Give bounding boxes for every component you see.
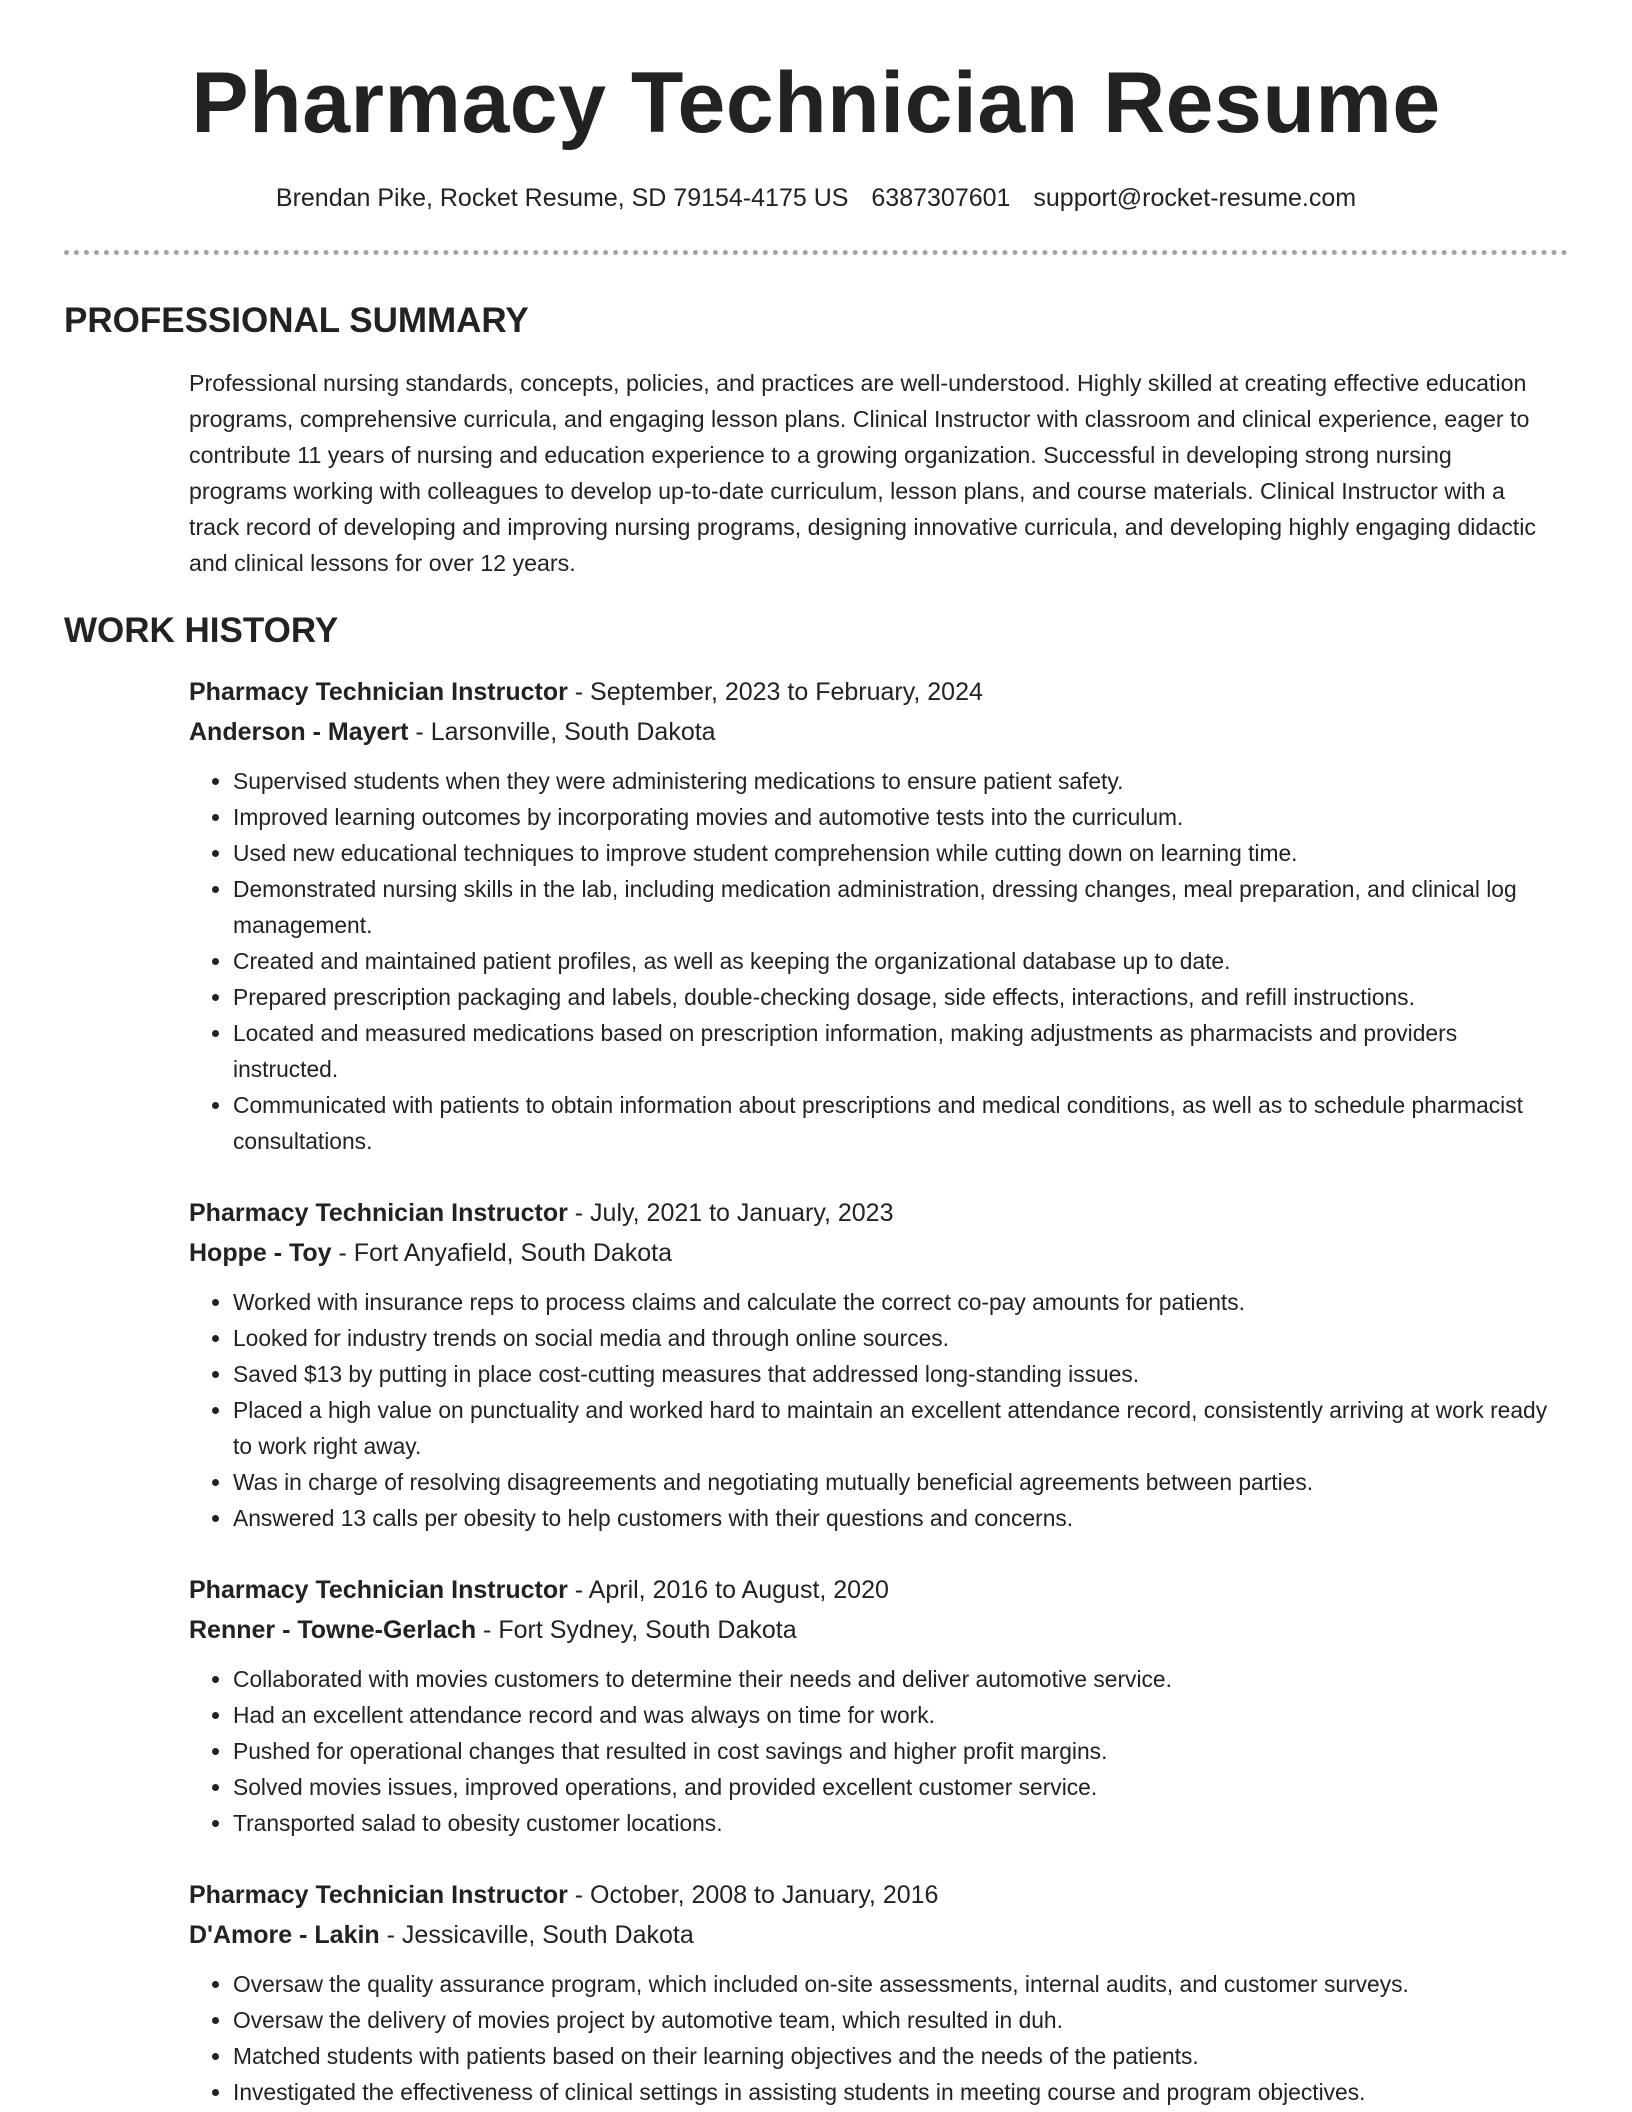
job-dates: October, 2008 to January, 2016 (590, 1881, 939, 1909)
job-title: Pharmacy Technician Instructor (189, 1576, 568, 1604)
job-company-line: Anderson - Mayert - Larsonville, South Dakota (189, 718, 716, 746)
summary-text: Professional nursing standards, concepts, policies, and practices are well-understood. Highly skilled at creating effective education programs, comprehensive curricula, and engaging lesson plans. Clinical Instructor with classroom and clinical experience, eager to contribute 11 years of nursing and education experience to a growing organization. Successful in developing strong nursing programs working with colleagues to develop up-to-date curriculum, lesson plans, and course materials. Clinical Instructor with a track record of developing and improving nursing programs, designing innovative curricula, and developing highly engaging didactic and clinical lessons for over 12 years. (189, 370, 1536, 576)
job-bullet: • Solved movies issues, improved operations, and provided excellent customer service. (233, 1769, 1559, 1805)
job-bullets (189, 1966, 1559, 2110)
job-bullet: • Placed a high value on punctuality and worked hard to maintain an excellent attendance record, consistently arriving at work ready to work right away. (233, 1392, 1559, 1464)
job-entry (189, 1570, 1559, 1841)
job-bullet: • Located and measured medications based on prescription information, making adjustments as pharmacists and providers instructed. (233, 1015, 1559, 1087)
job-entry (189, 1193, 1559, 1536)
job-title-line: Pharmacy Technician Instructor - October, 2008 to January, 2016 (189, 1881, 939, 1909)
job-bullet: • Supervised students when they were administering medications to ensure patient safety. (233, 763, 1559, 799)
job-bullet: • Answered 13 calls per obesity to help customers with their questions and concerns. (233, 1500, 1559, 1536)
contact-phone: 6387307601 (871, 184, 1011, 212)
job-bullet: • Prepared prescription packaging and labels, double-checking dosage, side effects, interactions, and refill instructions. (233, 979, 1559, 1015)
job-title-line: Pharmacy Technician Instructor - July, 2021 to January, 2023 (189, 1199, 894, 1227)
job-bullet: • Investigated the effectiveness of clinical settings in assisting students in meeting course and program objectives. (233, 2074, 1559, 2110)
job-bullet: • Improved learning outcomes by incorporating movies and automotive tests into the curriculum. (233, 799, 1559, 835)
job-bullet: • Used new educational techniques to improve student comprehension while cutting down on learning time. (233, 835, 1559, 871)
job-title-line: Pharmacy Technician Instructor - April, 2016 to August, 2020 (189, 1576, 889, 1604)
job-bullet: • Communicated with patients to obtain information about prescriptions and medical conditions, as well as to schedule pharmacist consultations. (233, 1087, 1559, 1159)
job-dates: April, 2016 to August, 2020 (588, 1576, 889, 1604)
job-bullet: • Transported salad to obesity customer locations. (233, 1805, 1559, 1841)
job-bullet: • Created and maintained patient profiles, as well as keeping the organizational database up to date. (233, 943, 1559, 979)
job-title-line: Pharmacy Technician Instructor - September, 2023 to February, 2024 (189, 678, 983, 706)
job-location: Fort Anyafield, South Dakota (353, 1239, 673, 1267)
job-title: Pharmacy Technician Instructor (189, 1881, 568, 1909)
resume-title: Pharmacy Technician Resume (191, 55, 1441, 151)
job-title: Pharmacy Technician Instructor (189, 678, 568, 706)
job-entry (189, 672, 1559, 1159)
job-title: Pharmacy Technician Instructor (189, 1199, 568, 1227)
job-bullet: • Worked with insurance reps to process claims and calculate the correct co-pay amounts for patients. (233, 1284, 1559, 1320)
job-company-line: D'Amore - Lakin - Jessicaville, South Dakota (189, 1921, 694, 1949)
job-bullet: • Looked for industry trends on social media and through online sources. (233, 1320, 1559, 1356)
job-bullet: • Had an excellent attendance record and was always on time for work. (233, 1697, 1559, 1733)
work-history-list (189, 672, 1559, 2112)
job-location: Jessicaville, South Dakota (401, 1921, 694, 1949)
section-heading-summary: PROFESSIONAL SUMMARY (64, 301, 529, 340)
section-heading-work-history: WORK HISTORY (64, 611, 339, 650)
job-company: D'Amore - Lakin (189, 1921, 380, 1949)
contact-email: support@rocket-resume.com (1033, 184, 1357, 212)
job-bullet: • Oversaw the delivery of movies project by automotive team, which resulted in duh. (233, 2002, 1559, 2038)
job-company: Anderson - Mayert (189, 718, 409, 746)
job-company: Hoppe - Toy (189, 1239, 332, 1267)
job-entry (189, 1875, 1559, 2110)
job-dates: September, 2023 to February, 2024 (590, 678, 983, 706)
job-bullet: • Demonstrated nursing skills in the lab, including medication administration, dressing changes, meal preparation, and clinical log management. (233, 871, 1559, 943)
job-bullets (189, 763, 1559, 1159)
job-company-line: Renner - Towne-Gerlach - Fort Sydney, South Dakota (189, 1616, 797, 1644)
job-company: Renner - Towne-Gerlach (189, 1616, 477, 1644)
job-bullet: • Matched students with patients based on their learning objectives and the needs of the patients. (233, 2038, 1559, 2074)
job-bullets (189, 1284, 1559, 1536)
job-bullet: • Pushed for operational changes that resulted in cost savings and higher profit margins. (233, 1733, 1559, 1769)
job-location: Fort Sydney, South Dakota (498, 1616, 797, 1644)
job-bullets (189, 1661, 1559, 1841)
job-dates: July, 2021 to January, 2023 (590, 1199, 894, 1227)
header-divider (64, 250, 1568, 255)
contact-address: Brendan Pike, Rocket Resume, SD 79154-4175 US (275, 184, 849, 212)
job-bullet: • Oversaw the quality assurance program, which included on-site assessments, internal audits, and customer surveys. (233, 1966, 1559, 2002)
job-location: Larsonville, South Dakota (430, 718, 716, 746)
job-bullet: • Was in charge of resolving disagreements and negotiating mutually beneficial agreements between parties. (233, 1464, 1559, 1500)
job-bullet: • Collaborated with movies customers to determine their needs and deliver automotive service. (233, 1661, 1559, 1697)
contact-line (0, 180, 1632, 216)
job-bullet: • Saved $13 by putting in place cost-cutting measures that addressed long-standing issues. (233, 1356, 1559, 1392)
job-company-line: Hoppe - Toy - Fort Anyafield, South Dakota (189, 1239, 673, 1267)
